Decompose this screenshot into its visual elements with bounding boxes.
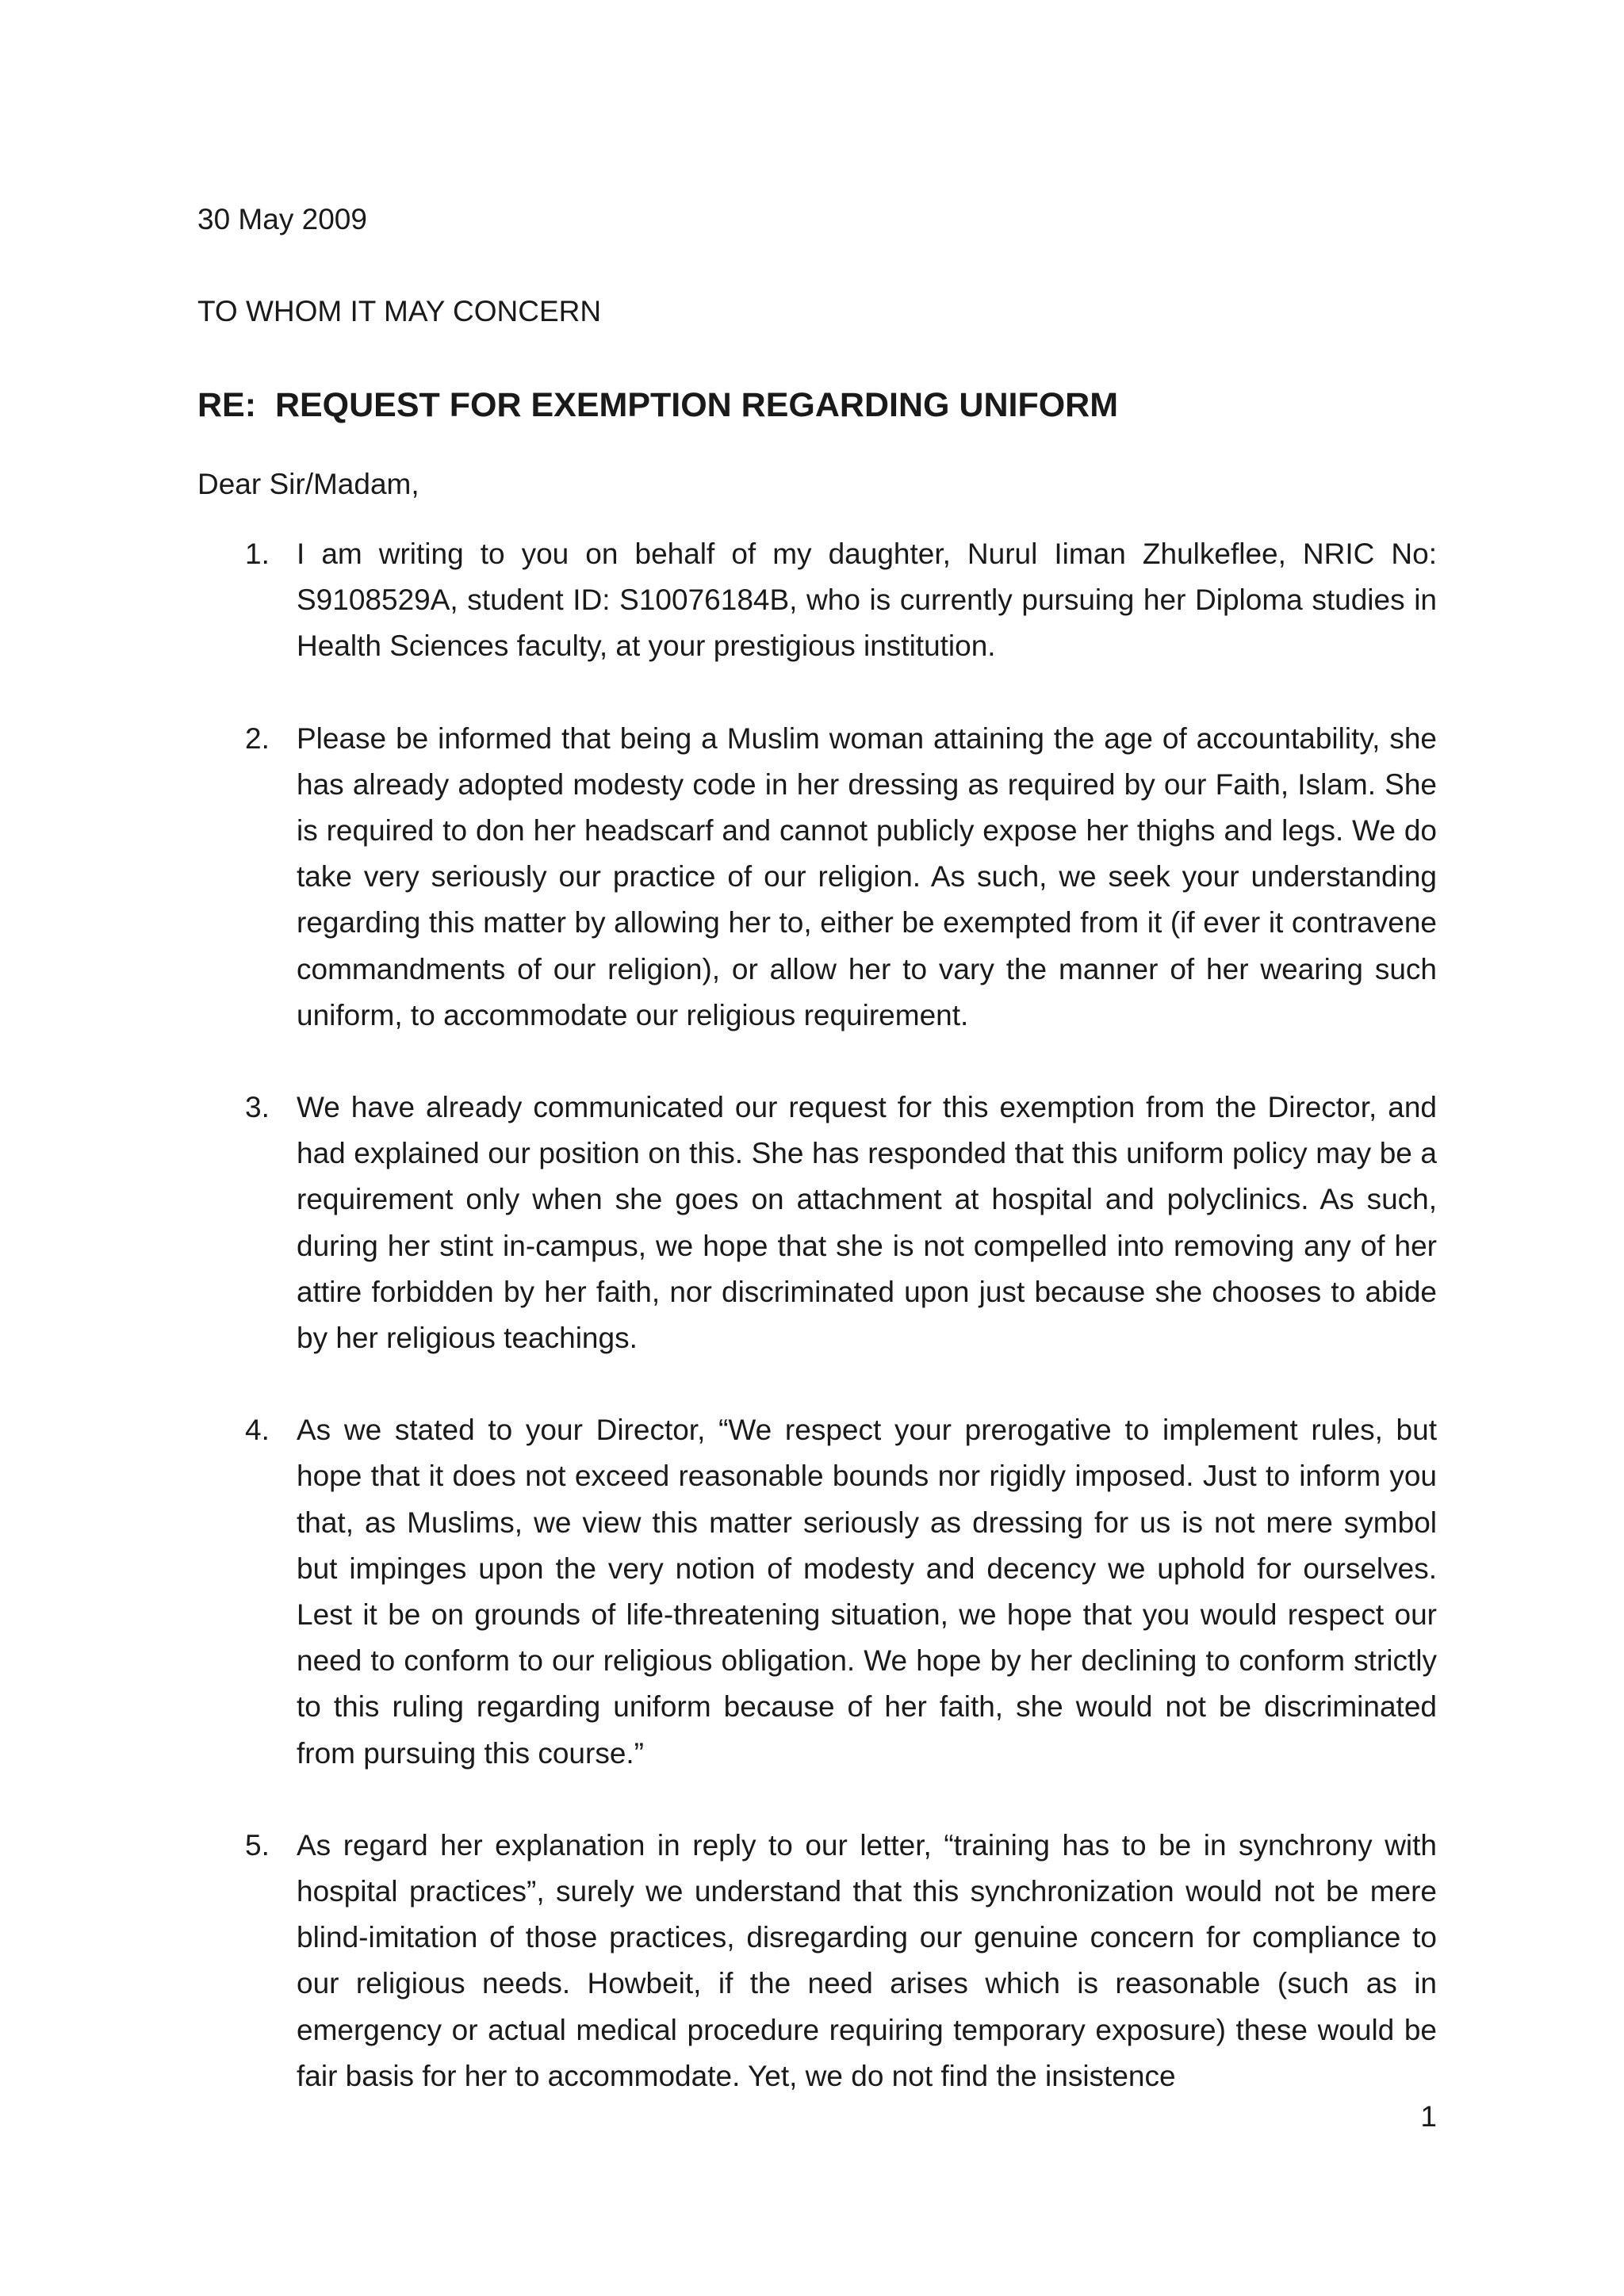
paragraph-number: 3. [245,1091,270,1124]
numbered-paragraph-list [197,531,1437,2145]
paragraph-text: As regard her explanation in reply to our letter, “training has to be in synchrony with hospital practices”, surely we understand that this synchronization would not be mere blind-imitation of those practices, disregarding our genuine concern for compliance to our religious needs. Howbeit, if the need arises which is reasonable (such as in emergency or actual medical procedure requiring temporary exposure) these would be fair basis for her to accommodate. Yet, we do not find the insistence [297,1828,1437,2092]
paragraph-text: Please be informed that being a Muslim woman attaining the age of accountability, she has already adopted modesty code in her dressing as required by our Faith, Islam. She is required to don her headscarf and cannot publicly expose her thighs and legs. We do take very seriously our practice of our religion. As such, we seek your understanding regarding this matter by allowing her to, either be exempted from it (if ever it contravene commandments of our religion), or allow her to vary the manner of her wearing such uniform, to accommodate our religious requirement. [297,721,1437,1031]
paragraph-item-1 [197,531,1437,670]
letter-salutation: Dear Sir/Madam, [197,468,419,500]
paragraph-number: 4. [245,1414,270,1447]
paragraph-number: 2. [245,721,270,755]
paragraph-item-5 [197,1823,1437,2099]
paragraph-item-3 [197,1085,1437,1361]
paragraph-text: As we stated to your Director, “We respect your prerogative to implement rules, but hope that it does not exceed reasonable bounds nor rigidly imposed. Just to inform you that, as Muslims, we view this matter seriously as dressing for us is not mere symbol but impinges upon the very notion of modesty and decency we uphold for ourselves. Lest it be on grounds of life-threatening situation, we hope that you would respect our need to conform to our religious obligation. We hope by her declining to conform strictly to this ruling regarding uniform because of her faith, she would not be discriminated from pursuing this course.” [297,1414,1437,1770]
letter-subject: RE: REQUEST FOR EXEMPTION REGARDING UNIFORM [197,386,1119,424]
paragraph-number: 5. [245,1828,270,1862]
paragraph-item-4 [197,1407,1437,1777]
letter-date: 30 May 2009 [197,203,367,235]
page-number: 1 [1420,2100,1437,2133]
letter-addressee: TO WHOM IT MAY CONCERN [197,295,602,327]
paragraph-number: 1. [245,538,270,570]
paragraph-text: I am writing to you on behalf of my daughter, Nurul Iiman Zhulkeflee, NRIC No: S9108529A, student ID: S10076184B, who is currently pursuing her Diploma studies in Health Sciences faculty, at your prestigious institution. [297,538,1437,663]
paragraph-text: We have already communicated our request for this exemption from the Director, and had explained our position on this. She has responded that this uniform policy may be a requirement only when she goes on attachment at hospital and polyclinics. As such, during her stint in-campus, we hope that she is not compelled into removing any of her attire forbidden by her faith, nor discriminated upon just because she chooses to abide by her religious teachings. [297,1091,1437,1355]
paragraph-item-2 [197,716,1437,1039]
